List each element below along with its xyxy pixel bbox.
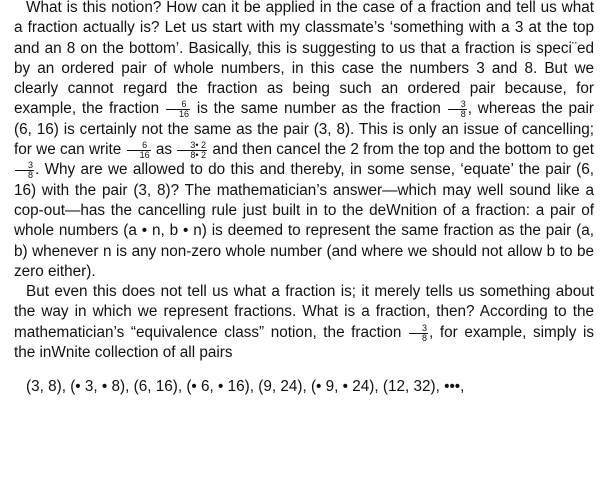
paragraph-2: [14, 282, 594, 363]
p1-text-3: , whereas the pair (6, 16) is certainly not the same as the pair (3, 8). This is only an issue of cancelling; for we can write: [14, 100, 595, 159]
fraction-3-8-c: $\frac{3}{8}$: [409, 324, 428, 343]
fraction-3x2-8x2: $\frac{3• 2}{8• 2}$: [177, 141, 207, 160]
p1-text-5: and then cancel the 2 from the top and the bottom to get: [212, 141, 595, 159]
document-page: [14, 0, 594, 397]
p1-text-4: as: [155, 141, 173, 159]
p2-text-2: , for example, simply is the inWnite collection of all pairs: [14, 323, 595, 362]
fraction-6-16-b: $\frac{6}{16}$: [127, 141, 151, 160]
pairs-sequence: (3, 8), (• 3, • 8), (6, 16), (• 6, • 16), (9, 24), (• 9, • 24), (12, 32), •••,: [26, 378, 465, 396]
p2-text-1: But even this does not tell us what a fraction is; it merely tells us something about the way in which we represent fractions. What is a fraction, then? According to the mathematician’s “equivalence class” notion, the fraction: [14, 283, 594, 341]
p1-text-6: . Why are we allowed to do this and thereby, in some sense, ‘equate’ the pair (6, 16) with the pair (3, 8)? The mathematician’s answer—which may well sound like a cop-out—has the cancelling rule just built in to the deWnition of a fraction: a pair of whole numbers (a • n, b • n) is deemed to represent the same fraction as the pair (a, b) whenever n is any non-zero whole number (and where we should not allow b to be zero either).: [14, 161, 594, 280]
p1-text-2: is the same number as the fraction: [196, 100, 441, 118]
fraction-3-8: $\frac{3}{8}$: [448, 100, 467, 119]
p1-text-1: What is this notion? How can it be applied in the case of a fraction and tell us what a fraction actually is? Let us start with my classmate’s ‘something with a 3 at the top and an 8 on the bottom’. Basically, this is suggesting to us that a fraction is speci¨ed by an ordered pair of whole numbers, in this case the numbers 3 and 8. But we clearly cannot regard the fraction as being such an ordered pair because, for example, the fraction: [14, 0, 594, 118]
fraction-6-16: $\frac{6}{16}$: [166, 100, 190, 119]
paragraph-1: [14, 0, 594, 282]
fraction-3-8-b: $\frac{3}{8}$: [15, 161, 34, 180]
